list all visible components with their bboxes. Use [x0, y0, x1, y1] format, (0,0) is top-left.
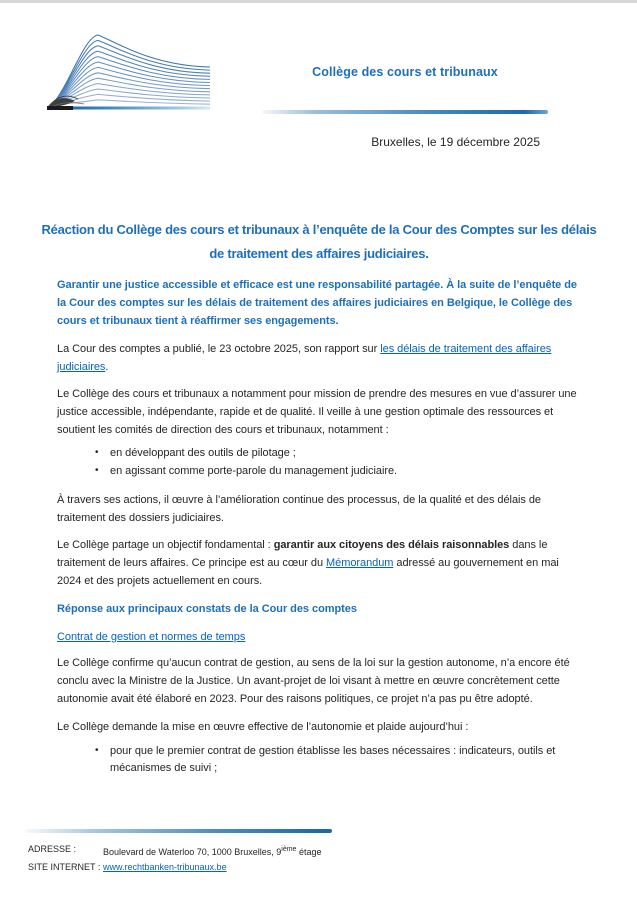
paragraph-actions: À travers ses actions, il œuvre à l’amélioration continue des processus, de la qualité et des délais de traitement des dossiers judiciaires. — [57, 494, 541, 524]
paragraph-text: . — [105, 361, 109, 373]
bullet-text: pour que le premier contrat de gestion établisse les bases nécessaires : indicateurs, outils et mécanismes de suivi ; — [110, 745, 556, 774]
paragraph-text: dans le traitement de leurs affaires. Ce principe est au cœur du — [57, 539, 548, 569]
footer — [28, 842, 448, 875]
list-item — [57, 445, 581, 462]
paragraph-objective — [57, 536, 581, 590]
bullet-icon: • — [95, 464, 99, 476]
section-heading: Réponse aux principaux constats de la Cour des comptes — [57, 603, 357, 615]
report-link[interactable]: les délais de traitement des affaires judiciaires — [57, 343, 552, 373]
list-item — [57, 463, 581, 480]
org-title: Collège des cours et tribunaux — [312, 65, 498, 79]
header-rule — [262, 110, 548, 114]
footer-rule — [25, 829, 332, 833]
site-link[interactable]: www.rechtbanken-tribunaux.be — [103, 862, 227, 872]
paragraph-text: adressé au gouvernement en mai 2024 et des projets actuellement en cours. — [57, 557, 559, 587]
college-courts-logo-icon — [44, 27, 214, 117]
document-body — [41, 208, 597, 777]
memorandum-link[interactable]: Mémorandum — [326, 557, 394, 569]
paragraph-report — [57, 340, 581, 376]
bullet-text: en développant des outils de pilotage ; — [110, 447, 296, 459]
website-row — [28, 860, 448, 875]
sub-heading: Contrat de gestion et normes de temps — [57, 631, 246, 643]
bullet-list-demand — [57, 743, 581, 776]
paragraph-text: Le Collège partage un objectif fondamental : — [57, 539, 274, 551]
bullet-text: en agissant comme porte-parole du management judiciaire. — [110, 464, 398, 477]
paragraph-mission: Le Collège des cours et tribunaux a notamment pour mission de prendre des mesures en vue d’assurer une justice accessible, indépendante, rapide et de qualité. Il veille à une gestion optimale des ressources et soutient les comités de direction des cours et tribunaux, notamment : — [57, 388, 577, 436]
list-item — [57, 743, 581, 776]
address-row — [28, 842, 448, 860]
bullet-icon: • — [95, 745, 99, 756]
paragraph-demand: Le Collège demande la mise en œuvre effective de l’autonomie et plaide aujourd’hui : — [57, 721, 469, 733]
bullet-icon: • — [95, 447, 99, 458]
intro-paragraph: Garantir une justice accessible et efficace est une responsabilité partagée. À la suite de l’enquête de la Cour des comptes sur les délais de traitement des affaires judiciaires en Belgique, le Collège des cours et tribunaux tient à réaffirmer ses engagements. — [57, 279, 577, 327]
address-value: Boulevard de Waterloo 70, 1000 Bruxelles, 9ième étage — [103, 846, 322, 857]
ordinal-suffix: ième — [281, 846, 297, 853]
bullet-list-mission — [57, 445, 581, 479]
paragraph-contract: Le Collège confirme qu’aucun contrat de gestion, au sens de la loi sur la gestion autonome, n’a encore été conclu avec la Ministre de la Justice. Un avant-projet de loi visant à mettre en œuvre concrètement cette autonomie avait été élaboré en 2023. Pour des raisons politiques, ce projet n’a pas pu être adopté. — [57, 657, 570, 705]
date-line: Bruxelles, le 19 décembre 2025 — [371, 135, 540, 149]
site-label: SITE INTERNET : — [28, 862, 101, 872]
address-label: ADRESSE : — [28, 844, 77, 854]
paragraph-text: La Cour des comptes a publié, le 23 octobre 2025, son rapport sur — [57, 343, 381, 355]
bold-text: garantir aux citoyens des délais raisonnables — [273, 539, 510, 551]
document-title: Réaction du Collège des cours et tribunaux à l’enquête de la Cour des Comptes sur les délais de traitement des affaires judiciaires. — [41, 222, 597, 261]
